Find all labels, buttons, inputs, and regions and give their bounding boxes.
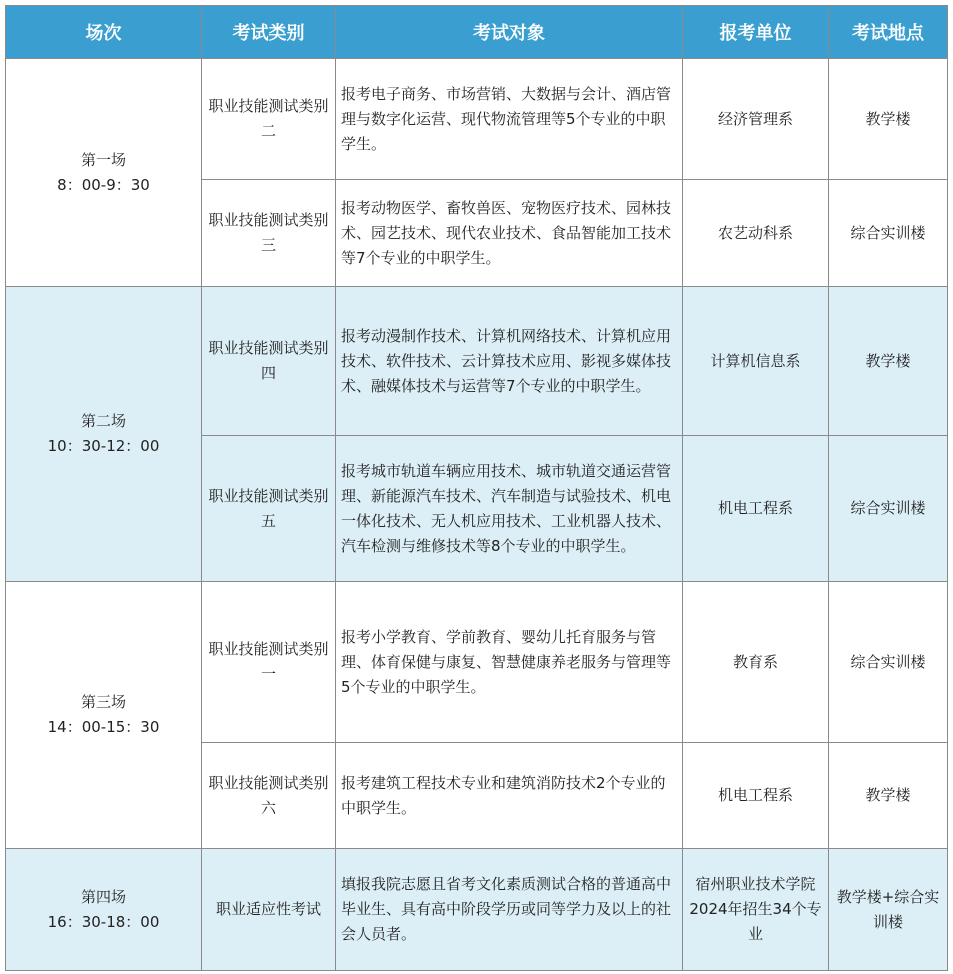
session-cell bbox=[6, 287, 202, 582]
exam-unit: 经济管理系 bbox=[683, 59, 829, 180]
exam-target: 报考城市轨道车辆应用技术、城市轨道交通运营管理、新能源汽车技术、汽车制造与试验技术、机电一体化技术、无人机应用技术、工业机器人技术、汽车检测与维修技术等8个专业的中职学生。 bbox=[336, 436, 683, 582]
exam-unit: 机电工程系 bbox=[683, 743, 829, 849]
exam-location: 教学楼 bbox=[829, 287, 948, 436]
table-row bbox=[6, 582, 948, 743]
session-name: 第二场 bbox=[80, 412, 126, 430]
header-target: 考试对象 bbox=[336, 6, 683, 59]
session-cell bbox=[6, 582, 202, 849]
header-category: 考试类别 bbox=[202, 6, 336, 59]
exam-category: 职业技能测试类别六 bbox=[202, 743, 336, 849]
exam-schedule-table bbox=[5, 5, 948, 971]
exam-unit: 教育系 bbox=[683, 582, 829, 743]
header-session: 场次 bbox=[6, 6, 202, 59]
table-row bbox=[6, 59, 948, 180]
exam-category: 职业技能测试类别五 bbox=[202, 436, 336, 582]
header-location: 考试地点 bbox=[829, 6, 948, 59]
exam-unit: 机电工程系 bbox=[683, 436, 829, 582]
table-row bbox=[6, 849, 948, 971]
session-cell bbox=[6, 59, 202, 287]
session-time: 8：00-9：30 bbox=[57, 175, 150, 194]
exam-location: 综合实训楼 bbox=[829, 436, 948, 582]
exam-unit: 宿州职业技术学院2024年招生34个专业 bbox=[683, 849, 829, 971]
exam-target: 报考动物医学、畜牧兽医、宠物医疗技术、园林技术、园艺技术、现代农业技术、食品智能加工技术等7个专业的中职学生。 bbox=[336, 180, 683, 287]
exam-category: 职业技能测试类别三 bbox=[202, 180, 336, 287]
session-name: 第三场 bbox=[80, 693, 126, 711]
session-time: 10：30-12：00 bbox=[47, 437, 160, 455]
exam-location: 综合实训楼 bbox=[829, 180, 948, 287]
session-name: 第一场 bbox=[80, 150, 126, 169]
exam-target: 报考建筑工程技术专业和建筑消防技术2个专业的中职学生。 bbox=[336, 743, 683, 849]
exam-location: 教学楼 bbox=[829, 743, 948, 849]
exam-category: 职业技能测试类别四 bbox=[202, 287, 336, 436]
session-time: 16：30-18：00 bbox=[47, 912, 160, 931]
exam-location: 教学楼+综合实训楼 bbox=[829, 849, 948, 971]
exam-target: 报考小学教育、学前教育、婴幼儿托育服务与管理、体育保健与康复、智慧健康养老服务与管理等5个专业的中职学生。 bbox=[336, 582, 683, 743]
header-row bbox=[6, 6, 948, 59]
exam-location: 教学楼 bbox=[829, 59, 948, 180]
exam-target: 报考电子商务、市场营销、大数据与会计、酒店管理与数字化运营、现代物流管理等5个专业的中职学生。 bbox=[336, 59, 683, 180]
header-unit: 报考单位 bbox=[683, 6, 829, 59]
table-row bbox=[6, 287, 948, 436]
exam-location: 综合实训楼 bbox=[829, 582, 948, 743]
session-time: 14：00-15：30 bbox=[47, 718, 160, 736]
exam-category: 职业适应性考试 bbox=[202, 849, 336, 971]
exam-category: 职业技能测试类别一 bbox=[202, 582, 336, 743]
session-cell bbox=[6, 849, 202, 971]
exam-target: 填报我院志愿且省考文化素质测试合格的普通高中毕业生、具有高中阶段学历或同等学力及以上的社会人员者。 bbox=[336, 849, 683, 971]
session-name: 第四场 bbox=[80, 887, 126, 906]
exam-category: 职业技能测试类别二 bbox=[202, 59, 336, 180]
exam-unit: 计算机信息系 bbox=[683, 287, 829, 436]
exam-target: 报考动漫制作技术、计算机网络技术、计算机应用技术、软件技术、云计算技术应用、影视多媒体技术、融媒体技术与运营等7个专业的中职学生。 bbox=[336, 287, 683, 436]
exam-unit: 农艺动科系 bbox=[683, 180, 829, 287]
